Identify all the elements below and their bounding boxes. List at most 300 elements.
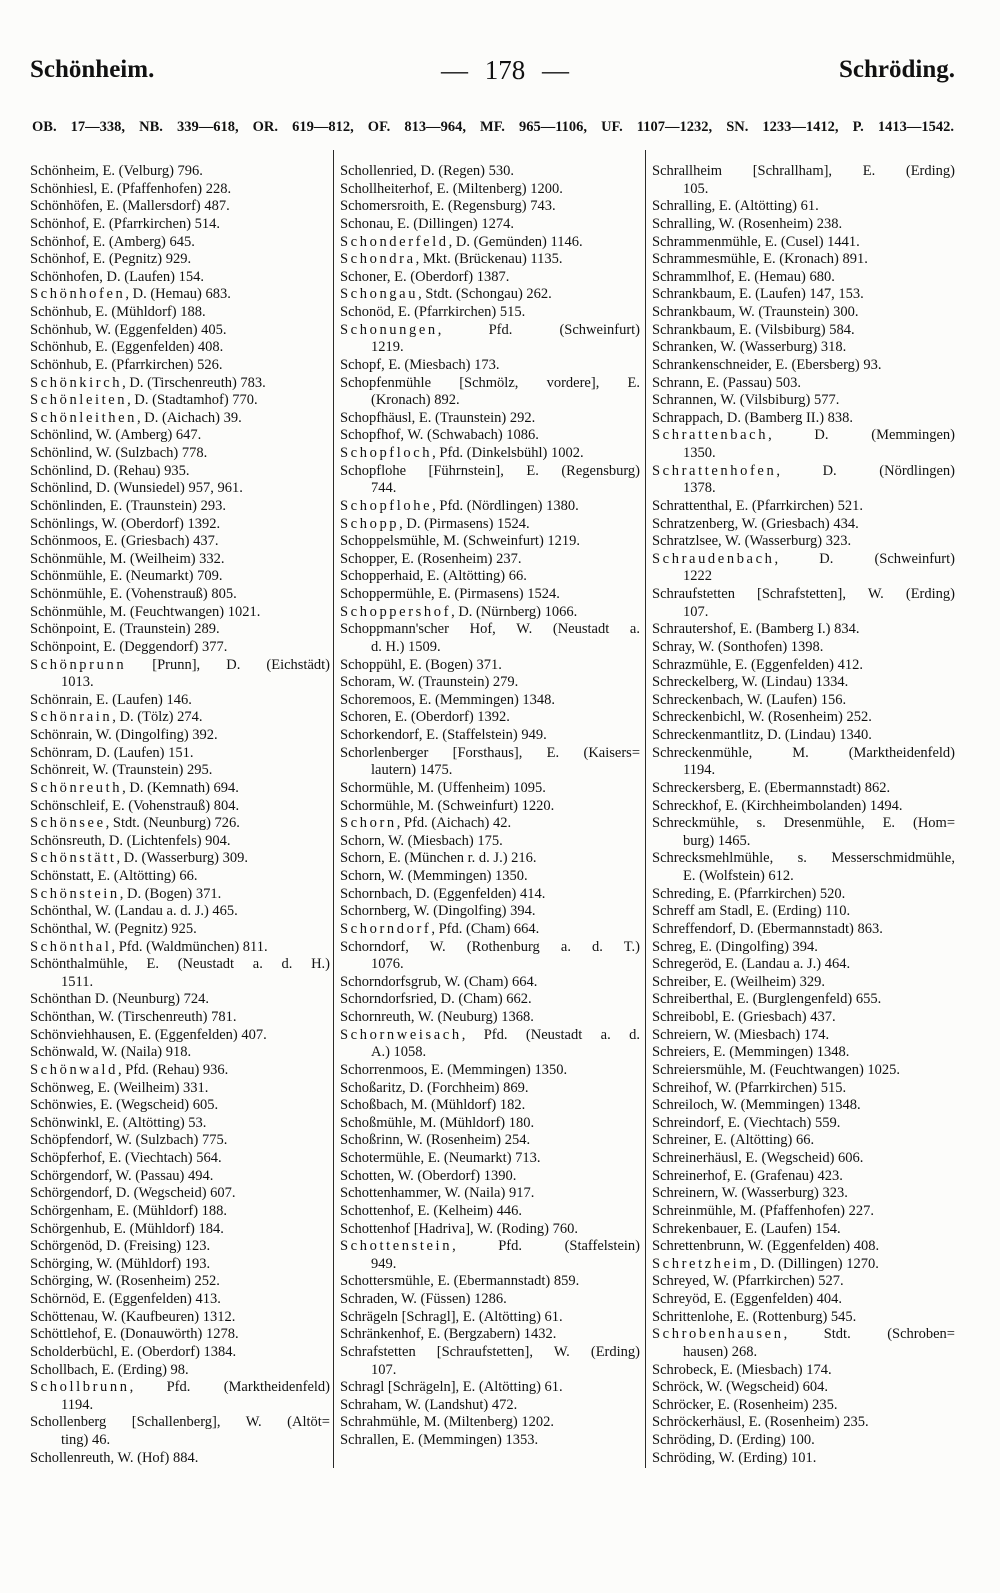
entry-text: Schornbach, D. (Eggenfelden) 414. (340, 885, 546, 902)
place-name-spaced: Schondra (340, 251, 416, 268)
place-entry (652, 674, 955, 692)
entry-text: Schoner, E. (Oberdorf) 1387. (340, 268, 510, 285)
place-entry (652, 216, 955, 234)
entry-line (30, 498, 330, 516)
entry-line (652, 427, 955, 445)
place-entry (340, 568, 640, 586)
entry-line (652, 886, 955, 904)
column-1 (30, 163, 330, 1467)
entry-line (652, 1097, 955, 1115)
place-name-spaced: Schoppershof (340, 603, 452, 620)
entry-line (340, 903, 640, 921)
entry-line (652, 1397, 955, 1415)
place-entry (652, 339, 955, 357)
entry-line (340, 1397, 640, 1415)
entry-line (30, 357, 330, 375)
entry-line (340, 833, 640, 851)
entry-continuation: 1219. (371, 339, 404, 356)
entry-line (30, 163, 330, 181)
place-entry (340, 163, 640, 181)
place-entry (30, 533, 330, 551)
entry-text: Schreckmühle, s. Dresenmühle, E. (Hom= (652, 815, 955, 832)
place-name-spaced: Schopflohe (340, 497, 433, 514)
entry-line (652, 498, 955, 516)
place-entry (340, 1414, 640, 1432)
entry-line (30, 1009, 330, 1027)
place-name-spaced: Schönprunn (30, 656, 127, 673)
place-entry (652, 1080, 955, 1098)
entry-text: Schopflohe [Führnstein], E. (Regensburg) (340, 462, 640, 479)
place-entry (652, 1362, 955, 1380)
entry-text: Schränkenhof, E. (Bergzabern) 1432. (340, 1326, 557, 1343)
place-entry (30, 410, 330, 428)
place-name-spaced: Schönstätt (30, 850, 117, 867)
entry-text: Schönthal, W. (Landau a. d. J.) 465. (30, 903, 238, 920)
entry-line (340, 1291, 640, 1309)
place-entry (30, 498, 330, 516)
entry-line (340, 727, 640, 745)
place-entry (652, 322, 955, 340)
place-name-spaced: Schornweisach (340, 1026, 462, 1043)
entry-line (652, 516, 955, 534)
place-entry (340, 198, 640, 216)
entry-continuation: (Kronach) 892. (371, 392, 460, 409)
entry-line (652, 991, 955, 1009)
place-entry (30, 745, 330, 763)
entry-text: Schotermühle, E. (Neumarkt) 713. (340, 1150, 541, 1166)
entry-line (652, 234, 955, 252)
entry-text: Schönhub, W. (Eggenfelden) 405. (30, 321, 227, 338)
entry-line (340, 921, 640, 939)
place-entry (652, 1326, 955, 1361)
place-entry (340, 1397, 640, 1415)
entry-line (30, 921, 330, 939)
place-entry (30, 1168, 330, 1186)
entry-text: Schrallheim [Schrallham], E. (Erding) (652, 163, 955, 179)
entry-text: Schralling, E. (Altötting) 61. (652, 198, 819, 215)
entry-line (30, 903, 330, 921)
place-entry (652, 234, 955, 252)
place-entry (340, 463, 640, 498)
entry-line (30, 604, 330, 622)
entry-text: [Prunn], D. (Eichstädt) (126, 656, 330, 673)
entry-line (30, 621, 330, 639)
entry-line (30, 551, 330, 569)
entry-text: Schönthalmühle, E. (Neustadt a. d. H.) (30, 956, 330, 973)
place-entry (340, 445, 640, 463)
entry-text: Schoßrinn, W. (Rosenheim) 254. (340, 1132, 531, 1149)
entry-line (30, 427, 330, 445)
entry-text: , D. (Hemau) 683. (125, 286, 231, 303)
place-entry (652, 798, 955, 816)
place-entry (30, 903, 330, 921)
entry-line (652, 533, 955, 551)
entry-line (652, 780, 955, 798)
place-entry (30, 1027, 330, 1045)
place-entry (340, 1291, 640, 1309)
place-name-spaced: Schottenstein (340, 1238, 453, 1255)
place-entry (340, 1009, 640, 1027)
entry-text: Schreiberthal, E. (Burglengenfeld) 655. (652, 991, 882, 1008)
entry-continuation: lautern) 1475. (371, 762, 453, 779)
entry-text: Schrammenmühle, E. (Cusel) 1441. (652, 233, 860, 250)
entry-text: Schorndorfsgrub, W. (Cham) 664. (340, 973, 538, 990)
place-entry (652, 1291, 955, 1309)
place-name-spaced: Schönrain (30, 709, 113, 726)
place-name-spaced: Schönwald (30, 1061, 118, 1078)
entry-line (340, 815, 640, 833)
entry-line (340, 1238, 640, 1256)
entry-text: Schrammesmühle, E. (Kronach) 891. (652, 251, 868, 268)
entry-text: Schönthal, W. (Pegnitz) 925. (30, 920, 197, 937)
entry-text: Schollenberg [Schallenberg], W. (Altöt= (30, 1414, 330, 1431)
place-entry (652, 1397, 955, 1415)
place-entry (30, 1344, 330, 1362)
entry-line (652, 339, 955, 357)
entry-line (30, 1362, 330, 1380)
entry-text: Schönrain, E. (Laufen) 146. (30, 691, 192, 708)
place-entry (340, 1062, 640, 1080)
entry-text: Schratzlsee, W. (Wasserburg) 323. (652, 533, 852, 550)
entry-text: , D. (Nürnberg) 1066. (451, 603, 578, 620)
entry-text: , Pfd. (Marktheidenfeld) (129, 1379, 330, 1396)
entry-text: Schönviehhausen, E. (Eggenfelden) 407. (30, 1026, 267, 1043)
entry-line (340, 709, 640, 727)
place-entry (30, 639, 330, 657)
place-name-spaced: Schraudenbach (652, 550, 775, 567)
place-entry (340, 410, 640, 428)
entry-text: Schröding, W. (Erding) 101. (652, 1449, 817, 1466)
place-entry (652, 269, 955, 287)
entry-text: Schoppermühle, E. (Pirmasens) 1524. (340, 586, 560, 602)
entry-line (652, 974, 955, 992)
entry-line (340, 1009, 640, 1027)
entry-line (340, 1027, 640, 1045)
entry-text: Schrankbaum, E. (Vilsbiburg) 584. (652, 321, 855, 338)
entry-line (30, 445, 330, 463)
entry-text: Schorkendorf, E. (Staffelstein) 949. (340, 727, 547, 743)
entry-line (652, 815, 955, 833)
entry-text: Schornreuth, W. (Neuburg) 1368. (340, 1009, 534, 1025)
entry-line (652, 410, 955, 428)
place-name-spaced: Schönreuth (30, 779, 123, 796)
entry-line (340, 286, 640, 304)
place-entry (340, 1344, 640, 1379)
entry-line (652, 709, 955, 727)
entry-text: Schönhof, E. (Amberg) 645. (30, 233, 195, 250)
entry-line (30, 798, 330, 816)
entry-text: Schönmühle, E. (Neumarkt) 709. (30, 568, 223, 585)
entry-text: Schrannen, W. (Vilsbiburg) 577. (652, 392, 840, 409)
place-entry (652, 1432, 955, 1450)
entry-line (340, 1273, 640, 1291)
entry-line (340, 939, 640, 957)
entry-text: Schreff am Stadl, E. (Erding) 110. (652, 903, 851, 920)
place-entry (30, 1115, 330, 1133)
entry-line (30, 780, 330, 798)
entry-line (652, 1432, 955, 1450)
place-entry (30, 163, 330, 181)
entry-text: Schrappach, D. (Bamberg II.) 838. (652, 409, 854, 426)
place-name-spaced: Schorndorf (340, 920, 432, 937)
entry-line (340, 886, 640, 904)
entry-text: Schreyöd, E. (Eggenfelden) 404. (652, 1291, 843, 1307)
place-entry (340, 727, 640, 745)
entry-line (30, 234, 330, 252)
entry-text: Schrägeln [Schragl], E. (Altötting) 61. (340, 1308, 563, 1325)
entry-line (30, 181, 330, 199)
entry-text: Schottenhof [Hadriva], W. (Roding) 760. (340, 1220, 579, 1237)
entry-line (340, 745, 640, 763)
entry-text: Schönhiesl, E. (Pfaffenhofen) 228. (30, 180, 232, 197)
place-entry (30, 1062, 330, 1080)
entry-text: Schreinern, W. (Wasserburg) 323. (652, 1185, 848, 1202)
entry-text: Schönhub, E. (Mühldorf) 188. (30, 304, 206, 320)
entry-continuation: 107. (683, 603, 709, 620)
entry-line (30, 339, 330, 357)
entry-text: Schreinerhof, E. (Grafenau) 423. (652, 1167, 843, 1184)
entry-text: Schörgendorf, D. (Wegscheid) 607. (30, 1185, 236, 1202)
entry-line (30, 956, 330, 974)
entry-text: Schrammlhof, E. (Hemau) 680. (652, 268, 835, 285)
place-entry (30, 568, 330, 586)
entry-text: Schönhub, E. (Pfarrkirchen) 526. (30, 356, 223, 373)
place-entry (30, 251, 330, 269)
entry-continuation: 1194. (61, 1396, 94, 1413)
entry-text: , D. (Bogen) 371. (119, 885, 222, 902)
entry-text: , D. (Tölz) 274. (112, 709, 203, 726)
entry-text: Schottenhammer, W. (Naila) 917. (340, 1185, 535, 1202)
entry-line (340, 850, 640, 868)
place-entry (652, 392, 955, 410)
entry-line (30, 815, 330, 833)
entry-line (652, 1115, 955, 1133)
entry-continuation: 1350. (683, 445, 716, 461)
place-entry (30, 480, 330, 498)
place-name-spaced: Schollbrunn (30, 1379, 130, 1396)
column-2 (340, 163, 640, 1450)
entry-text: Schomersroith, E. (Regensburg) 743. (340, 198, 556, 215)
entry-line (340, 657, 640, 675)
entry-line (652, 1062, 955, 1080)
entry-text: , Pfd. (Neustadt a. d. (461, 1026, 640, 1043)
entry-text: Schollenreuth, W. (Hof) 884. (30, 1449, 199, 1466)
entry-text: , D. (Dillingen) 1270. (753, 1255, 879, 1272)
entry-line (652, 692, 955, 710)
place-entry (652, 533, 955, 551)
entry-text: Schratzenberg, W. (Griesbach) 434. (652, 515, 859, 532)
entry-line (652, 1080, 955, 1098)
entry-continuation: burg) 1465. (683, 832, 751, 849)
place-entry (340, 1221, 640, 1239)
place-entry (652, 198, 955, 216)
place-entry (652, 1062, 955, 1080)
entry-line (340, 1344, 640, 1362)
entry-line (652, 1150, 955, 1168)
place-entry (340, 1379, 640, 1397)
entry-text: , D. (Nördlingen) (776, 462, 955, 479)
place-name-spaced: Schrattenbach (652, 427, 769, 444)
entry-text: Schreg, E. (Dingolfing) 394. (652, 938, 818, 955)
running-head-right: Schröding. (838, 56, 955, 83)
place-entry (652, 586, 955, 621)
place-entry (652, 251, 955, 269)
entry-line (340, 1150, 640, 1168)
entry-line (340, 974, 640, 992)
entry-text: Schornberg, W. (Dingolfing) 394. (340, 903, 536, 920)
place-name-spaced: Schorn (340, 815, 397, 832)
entry-text: Schönschleif, E. (Vohenstrauß) 804. (30, 797, 240, 814)
entry-line (652, 1221, 955, 1239)
place-entry (652, 375, 955, 393)
entry-continuation: 744. (371, 480, 397, 497)
entry-line (340, 604, 640, 622)
entry-text: Schorn, W. (Miesbach) 175. (340, 832, 503, 849)
place-entry (340, 1273, 640, 1291)
entry-text: Schollenried, D. (Regen) 530. (340, 163, 514, 179)
place-entry (340, 286, 640, 304)
entry-line (340, 1414, 640, 1432)
place-entry (30, 762, 330, 780)
place-entry (652, 657, 955, 675)
entry-line (30, 692, 330, 710)
entry-line (30, 1097, 330, 1115)
entry-text: Schönmühle, M. (Weilheim) 332. (30, 550, 225, 567)
place-entry (652, 551, 955, 586)
place-entry (652, 850, 955, 885)
place-entry (340, 780, 640, 798)
place-entry (30, 1044, 330, 1062)
entry-text: Schreckenmühle, M. (Marktheidenfeld) (652, 744, 955, 761)
entry-line (30, 216, 330, 234)
entry-text: Schreihof, W. (Pfarrkirchen) 515. (652, 1079, 847, 1096)
place-entry (30, 1185, 330, 1203)
entry-line (30, 1379, 330, 1397)
entry-line (30, 1309, 330, 1327)
entry-line (652, 1009, 955, 1027)
entry-text: Schormühle, M. (Uffenheim) 1095. (340, 779, 546, 796)
entry-text: , Stdt. (Schongau) 262. (418, 286, 552, 303)
entry-text: , D. (Memmingen) (768, 427, 955, 444)
entry-text: Schorn, W. (Memmingen) 1350. (340, 868, 528, 884)
place-entry (340, 216, 640, 234)
place-entry (30, 304, 330, 322)
entry-line (340, 427, 640, 445)
entry-line (652, 1238, 955, 1256)
entry-line (30, 1080, 330, 1098)
place-entry (30, 621, 330, 639)
entry-text: Schönpoint, E. (Traunstein) 289. (30, 621, 220, 638)
entry-text: Schönmühle, M. (Feuchtwangen) 1021. (30, 603, 261, 620)
place-entry (652, 886, 955, 904)
place-entry (340, 886, 640, 904)
place-entry (652, 1009, 955, 1027)
place-entry (652, 1132, 955, 1150)
entry-line (652, 1309, 955, 1327)
entry-line (652, 198, 955, 216)
entry-text: Schopfhof, W. (Schwabach) 1086. (340, 427, 539, 444)
entry-text: Schoßaritz, D. (Forchheim) 869. (340, 1079, 529, 1096)
place-entry (340, 1432, 640, 1450)
entry-text: Schonöd, E. (Pfarrkirchen) 515. (340, 304, 526, 320)
entry-line (340, 251, 640, 269)
entry-line (340, 1097, 640, 1115)
entry-text: Schoram, W. (Traunstein) 279. (340, 674, 519, 691)
entry-continuation: 105. (683, 180, 709, 197)
entry-line (30, 286, 330, 304)
entry-line (652, 939, 955, 957)
district-index-line: OB. 17—338, NB. 339—618, OR. 619—812, OF. 813—964, MF. 965—1106, UF. 1107—1232, SN. 1233—1412, P. 1413—1542. (32, 119, 954, 135)
place-entry (340, 991, 640, 1009)
entry-text: Schreckenmantlitz, D. (Lindau) 1340. (652, 727, 872, 743)
place-entry (30, 445, 330, 463)
place-entry (652, 1256, 955, 1274)
place-entry (652, 304, 955, 322)
place-name-spaced: Schönleiten (30, 392, 128, 409)
entry-line (652, 463, 955, 481)
entry-text: Schreckhof, E. (Kirchheimbolanden) 1494. (652, 797, 903, 814)
place-entry (30, 604, 330, 622)
entry-text: Schreiloch, W. (Memmingen) 1348. (652, 1097, 861, 1114)
place-entry (30, 1379, 330, 1414)
entry-line (340, 1432, 640, 1450)
entry-line (30, 709, 330, 727)
place-entry (652, 357, 955, 375)
entry-text: Schöttenau, W. (Kaufbeuren) 1312. (30, 1308, 236, 1325)
entry-continuation: 1013. (61, 674, 94, 691)
place-entry (340, 516, 640, 534)
entry-line (652, 1362, 955, 1380)
entry-text: Schorlenberger [Forsthaus], E. (Kaisers= (340, 744, 640, 761)
place-entry (652, 639, 955, 657)
entry-line (340, 1062, 640, 1080)
place-entry (30, 692, 330, 710)
entry-line (30, 868, 330, 886)
entry-text: Schorndorf, W. (Rothenburg a. d. T.) (340, 938, 640, 955)
entry-line (652, 1168, 955, 1186)
entry-text: Schopfenmühle [Schmölz, vordere], E. (340, 374, 640, 391)
place-entry (652, 410, 955, 428)
entry-line (30, 833, 330, 851)
entry-line (340, 1203, 640, 1221)
entry-line (30, 1238, 330, 1256)
entry-line (652, 850, 955, 868)
entry-text: Schöpfendorf, W. (Sulzbach) 775. (30, 1132, 228, 1149)
entry-continuation: ting) 46. (61, 1432, 111, 1448)
entry-text: Schröcker, E. (Rosenheim) 235. (652, 1396, 838, 1413)
entry-text: Schoppelsmühle, M. (Schweinfurt) 1219. (340, 533, 581, 550)
place-entry (30, 234, 330, 252)
entry-continuation: A.) 1058. (371, 1044, 427, 1061)
place-entry (30, 1132, 330, 1150)
entry-line (652, 286, 955, 304)
entry-text: Schreiber, E. (Weilheim) 329. (652, 973, 826, 990)
place-entry (30, 921, 330, 939)
entry-line (340, 1326, 640, 1344)
place-name-spaced: Schonderfeld (340, 233, 449, 250)
place-entry (652, 815, 955, 850)
entry-line (652, 1273, 955, 1291)
entry-line (340, 1379, 640, 1397)
entry-line (30, 1256, 330, 1274)
entry-line (30, 762, 330, 780)
place-entry (30, 1309, 330, 1327)
entry-line (652, 1379, 955, 1397)
place-entry (340, 604, 640, 622)
entry-text: Schreiner, E. (Altötting) 66. (652, 1132, 815, 1149)
entry-text: Schönthan D. (Neunburg) 724. (30, 991, 209, 1008)
entry-text: Schönwies, E. (Wegscheid) 605. (30, 1097, 219, 1114)
